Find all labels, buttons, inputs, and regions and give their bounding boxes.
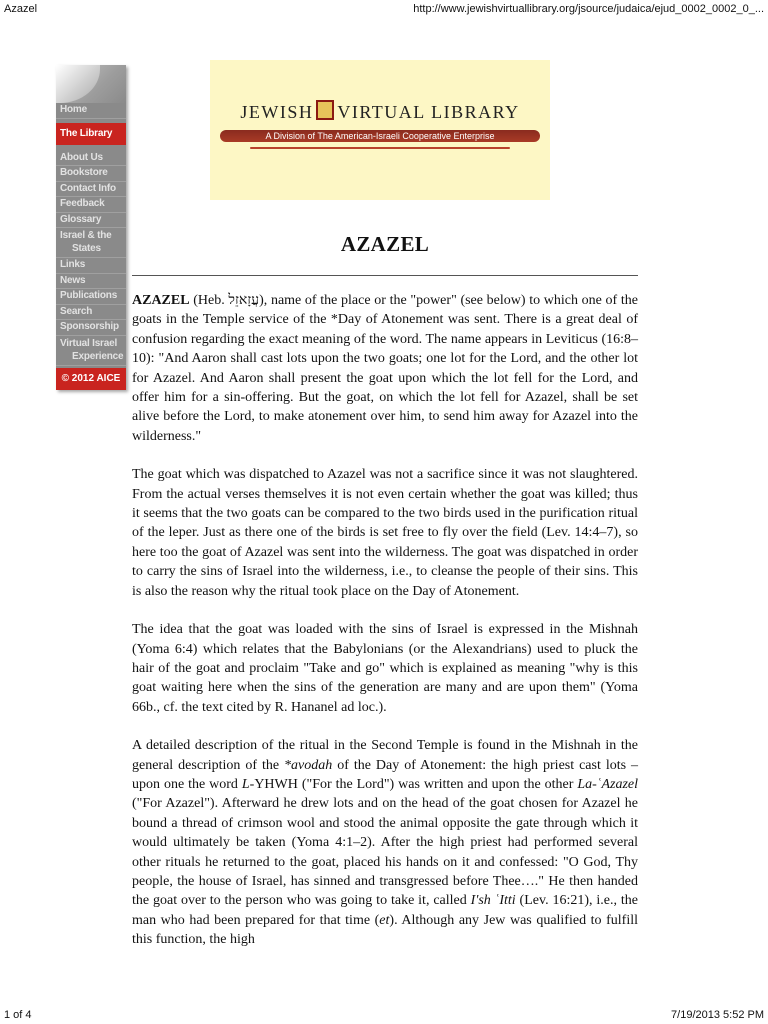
sidebar-item-vie-line2: Experience [72,350,124,362]
p4-s4: ("For Azazel"). Afterward he drew lots and on the head of the goat chosen for Azazel he bound a thread of crimson wool and stood the animal opposite the gate through which it would ultimately be taken (Yoma 4:1–2). After the high priest had performed several other rituals he returned to the goat, placed his hands on it and confessed: "O God, Thy people, the house of Israel, has sinned and transgressed before Thee…." He then handed the goat over to the person who was going to take it, called [132,796,638,909]
sidebar-item-links[interactable]: Links [56,258,126,274]
sidebar-item-sponsorship[interactable]: Sponsorship [56,320,126,336]
print-header-title: Azazel [4,3,38,15]
page-title: AZAZEL [340,232,430,256]
sidebar-item-search[interactable]: Search [56,305,126,321]
p4-ish-itti: I'sh ʿItti [470,893,516,909]
sidebar-item-israel-states[interactable] [56,228,126,258]
banner-logo-title [210,100,550,123]
banner-underline [250,147,510,149]
banner-title-right: VIRTUAL LIBRARY [337,102,520,122]
sidebar-item-library[interactable]: The Library [56,123,126,145]
copyright-badge[interactable]: © 2012 AICE [56,368,126,390]
print-footer-page: 1 of 4 [4,1009,32,1021]
sidebar-nav [56,65,126,390]
sidebar-page-curl [56,65,126,103]
paragraph-2: The goat which was dispatched to Azazel was not a sacrifice since it was not slaughtered. From the actual verses themselves it is not even certain whether the goat was killed; thus it seems that the two goats can be compared to the two birds used in the purification ritual of the leper. Just as there one of the birds is set free to fly over the field (Lev. 14:4–7), so here too the goat of Azazel was sent into the wilderness. The goat was dispatched in order to carry the sins of Israel into the wilderness, i.e., to cleanse the people of their sins. This is also the reason why the ritual took place on the Day of Atonement. [132,467,638,599]
sidebar-item-bookstore[interactable]: Bookstore [56,166,126,182]
hebrew-term: עֲזָאזֵל [228,293,260,308]
sidebar-item-virtual-israel[interactable] [56,336,126,366]
title-divider [132,275,638,276]
p1-heb-open: (Heb. [189,293,229,308]
p4-s2: of the Day of Atonement: the high priest cast lots – upon one the word [132,757,639,792]
ark-emblem-icon [316,100,334,120]
p4-yhwh: -YHWH [249,776,298,792]
p1-text: ), name of the place or the "power" (see below) to which one of the goats in the Temple service of the *Day of Atonement was sent. There is a great deal of confusion regarding the exact meaning of the word. The name appears in Leviticus (16:8–10): "And Aaron shall cast lots upon the two goats; one lot for the Lord, and the other lot for Azazel. And Aaron shall present the goat upon which the lot fell for the Lord, and offer him for a sin-offering. But the goat, on which the lot fell for Azazel, shall be set alive before the Lord, to make atonement over him, to send him away for Azazel into the wilderness." [132,293,638,444]
banner-subtitle: A Division of The American-Israeli Cooperative Enterprise [265,131,495,141]
print-header-url: http://www.jewishvirtuallibrary.org/jsource/judaica/ejud_0002_0002_0_... [413,3,764,15]
article-body [132,291,638,969]
entry-term: AZAZEL [132,293,190,308]
p4-et: et [379,912,390,928]
p4-s1: A detailed description of the ritual in the Second Temple is found in the Mishnah in the general description of the [132,738,638,773]
sidebar-item-publications[interactable]: Publications [56,289,126,305]
p4-s6: ). Although any Jew was qualified to fulfill this function, the high [132,912,639,948]
avodah-link[interactable]: *avodah [284,757,333,773]
p4-la-azazel: La-ʿAzazel [577,776,638,792]
sidebar-item-glossary[interactable]: Glossary [56,213,126,229]
sidebar-item-about[interactable]: About Us [56,151,126,167]
paragraph-4 [132,736,638,949]
banner-title-left: JEWISH [240,102,314,122]
p4-s3: ("For the Lord") was written and upon the other [297,776,578,792]
sidebar-item-news[interactable]: News [56,274,126,290]
sidebar-item-feedback[interactable]: Feedback [56,197,126,213]
p4-s5: (Lev. 16:21), i.e., the man who had been prepared for that time ( [132,893,638,928]
site-banner[interactable] [210,60,550,200]
p4-l: L [241,776,250,792]
paragraph-1 [132,291,638,446]
sidebar-item-contact[interactable]: Contact Info [56,182,126,198]
sidebar-item-israel-line2: States [72,243,101,254]
sidebar-item-israel-line1: Israel & the [60,230,112,241]
sidebar-item-vie-line1: Virtual Israel [60,337,118,349]
sidebar-item-home[interactable]: Home [56,103,126,119]
paragraph-3: The idea that the goat was loaded with the sins of Israel is expressed in the Mishnah (Yoma 6:4) which relates that the Babylonians (or the Alexandrians) used to pluck the hair of the goat and proclaim "Take and go" which is explained as meaning "why is this goat waiting here when the sins of the generation are many and are upon them" (Yoma 66b., cf. the text cited by R. Hananel ad loc.). [132,622,638,715]
print-footer-datetime: 7/19/2013 5:52 PM [671,1009,764,1021]
